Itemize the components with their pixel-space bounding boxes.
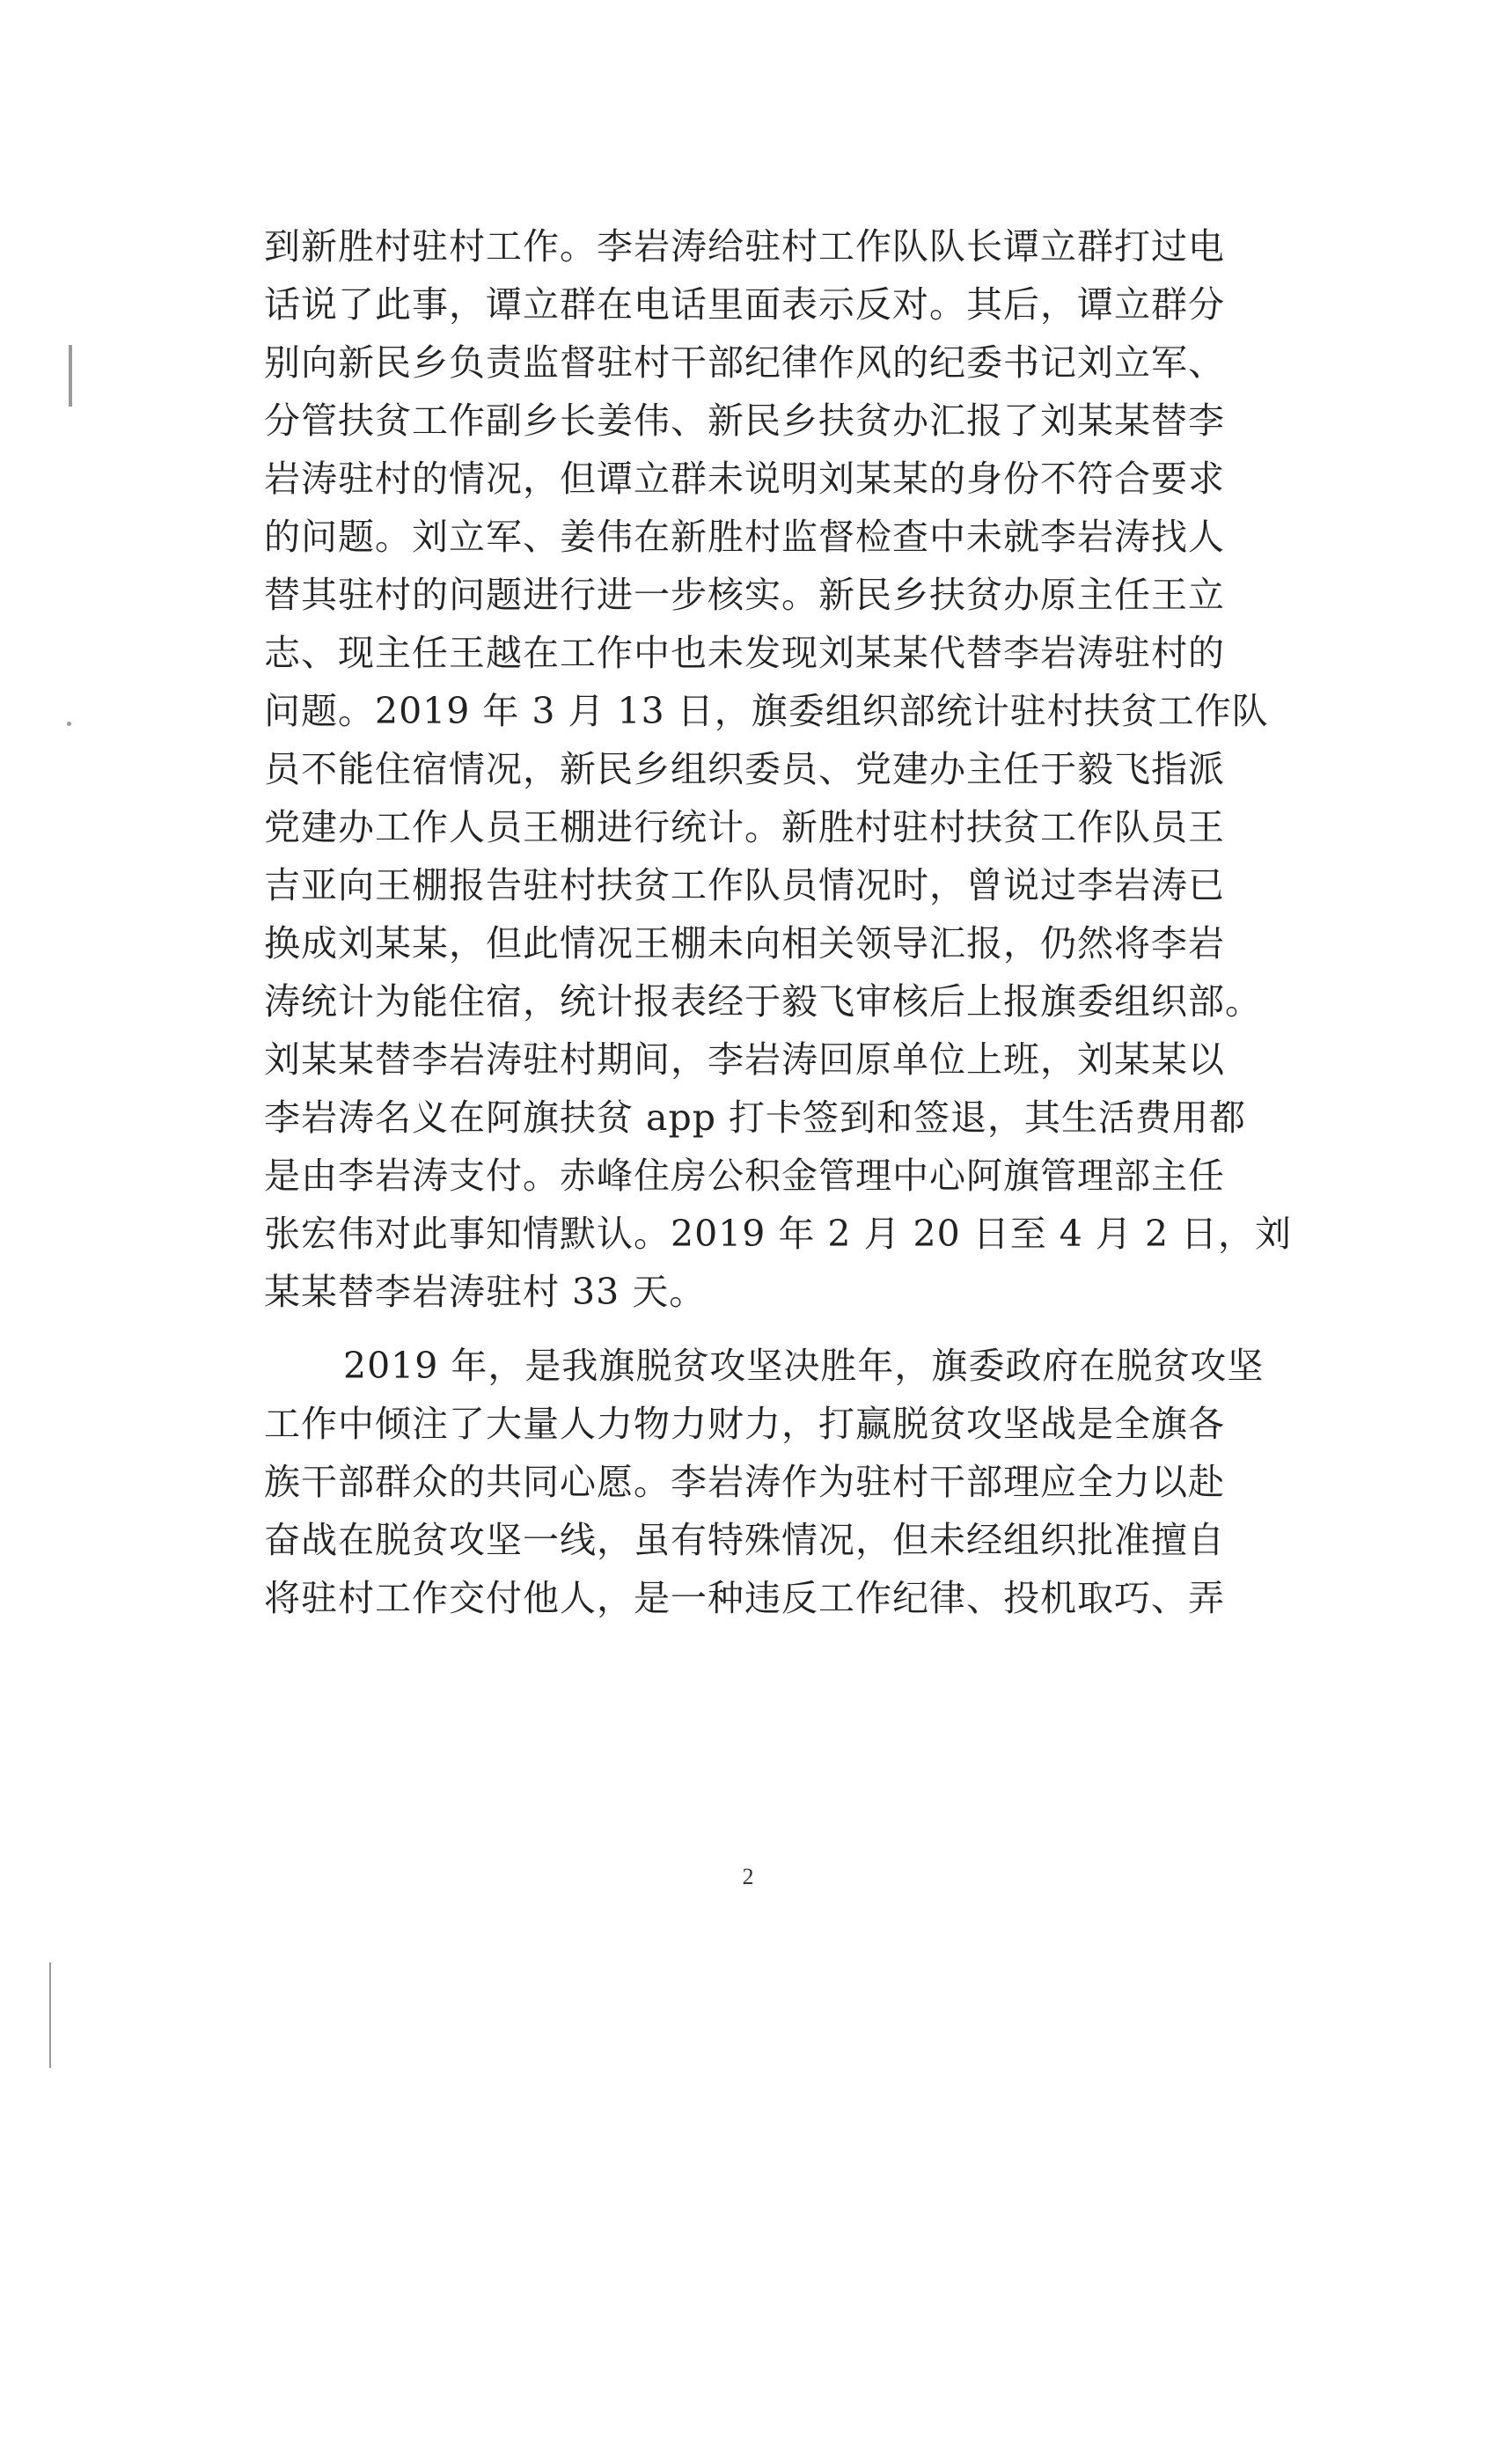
- text-line: 分管扶贫工作副乡长姜伟、新民乡扶贫办汇报了刘某某替李: [264, 400, 1225, 442]
- page-number: 2: [742, 1864, 754, 1889]
- text-line: 族干部群众的共同心愿。李岩涛作为驻村干部理应全力以赴: [264, 1461, 1225, 1503]
- text-line: 某某替李岩涛驻村 33 天。: [264, 1271, 707, 1313]
- scan-mark-bottom: [49, 1962, 51, 2068]
- scan-mark-mid: [67, 722, 71, 726]
- text-line: 李岩涛名义在阿旗扶贫 app 打卡签到和签退，其生活费用都: [264, 1096, 1246, 1139]
- text-line: 刘某某替李岩涛驻村期间，李岩涛回原单位上班，刘某某以: [264, 1038, 1225, 1081]
- text-line: 别向新民乡负责监督驻村干部纪律作风的纪委书记刘立军、: [264, 341, 1225, 384]
- text-line: 是由李岩涛支付。赤峰住房公积金管理中心阿旗管理部主任: [264, 1155, 1225, 1197]
- text-line: 岩涛驻村的情况，但谭立群未说明刘某某的身份不符合要求: [264, 458, 1225, 500]
- text-line: 志、现主任王越在工作中也未发现刘某某代替李岩涛驻村的: [264, 632, 1225, 674]
- text-line: 张宏伟对此事知情默认。2019 年 2 月 20 日至 4 月 2 日，刘: [264, 1213, 1293, 1255]
- text-line: 换成刘某某，但此情况王棚未向相关领导汇报，仍然将李岩: [264, 922, 1225, 964]
- text-line: 到新胜村驻村工作。李岩涛给驻村工作队队长谭立群打过电: [264, 225, 1225, 268]
- scan-mark-top: [69, 345, 72, 407]
- text-line: 的问题。刘立军、姜伟在新胜村监督检查中未就李岩涛找人: [264, 516, 1225, 558]
- text-line: 话说了此事，谭立群在电话里面表示反对。其后，谭立群分: [264, 283, 1225, 326]
- text-line: 问题。2019 年 3 月 13 日，旗委组织部统计驻村扶贫工作队: [264, 690, 1269, 732]
- text-line: 吉亚向王棚报告驻村扶贫工作队员情况时，曾说过李岩涛已: [264, 864, 1225, 906]
- text-line: 将驻村工作交付他人，是一种违反工作纪律、投机取巧、弄: [264, 1577, 1225, 1619]
- text-line: 涛统计为能住宿，统计报表经于毅飞审核后上报旗委组织部。: [264, 980, 1262, 1023]
- text-line: 替其驻村的问题进行进一步核实。新民乡扶贫办原主任王立: [264, 574, 1225, 616]
- text-line: 员不能住宿情况，新民乡组织委员、党建办主任于毅飞指派: [264, 748, 1225, 790]
- paragraph-start-line: 2019 年，是我旗脱贫攻坚决胜年，旗委政府在脱贫攻坚: [343, 1345, 1265, 1387]
- text-line: 奋战在脱贫攻坚一线，虽有特殊情况，但未经组织批准擅自: [264, 1519, 1225, 1561]
- text-line: 工作中倾注了大量人力物力财力，打赢脱贫攻坚战是全旗各: [264, 1403, 1225, 1445]
- text-line: 党建办工作人员王棚进行统计。新胜村驻村扶贫工作队员王: [264, 806, 1225, 848]
